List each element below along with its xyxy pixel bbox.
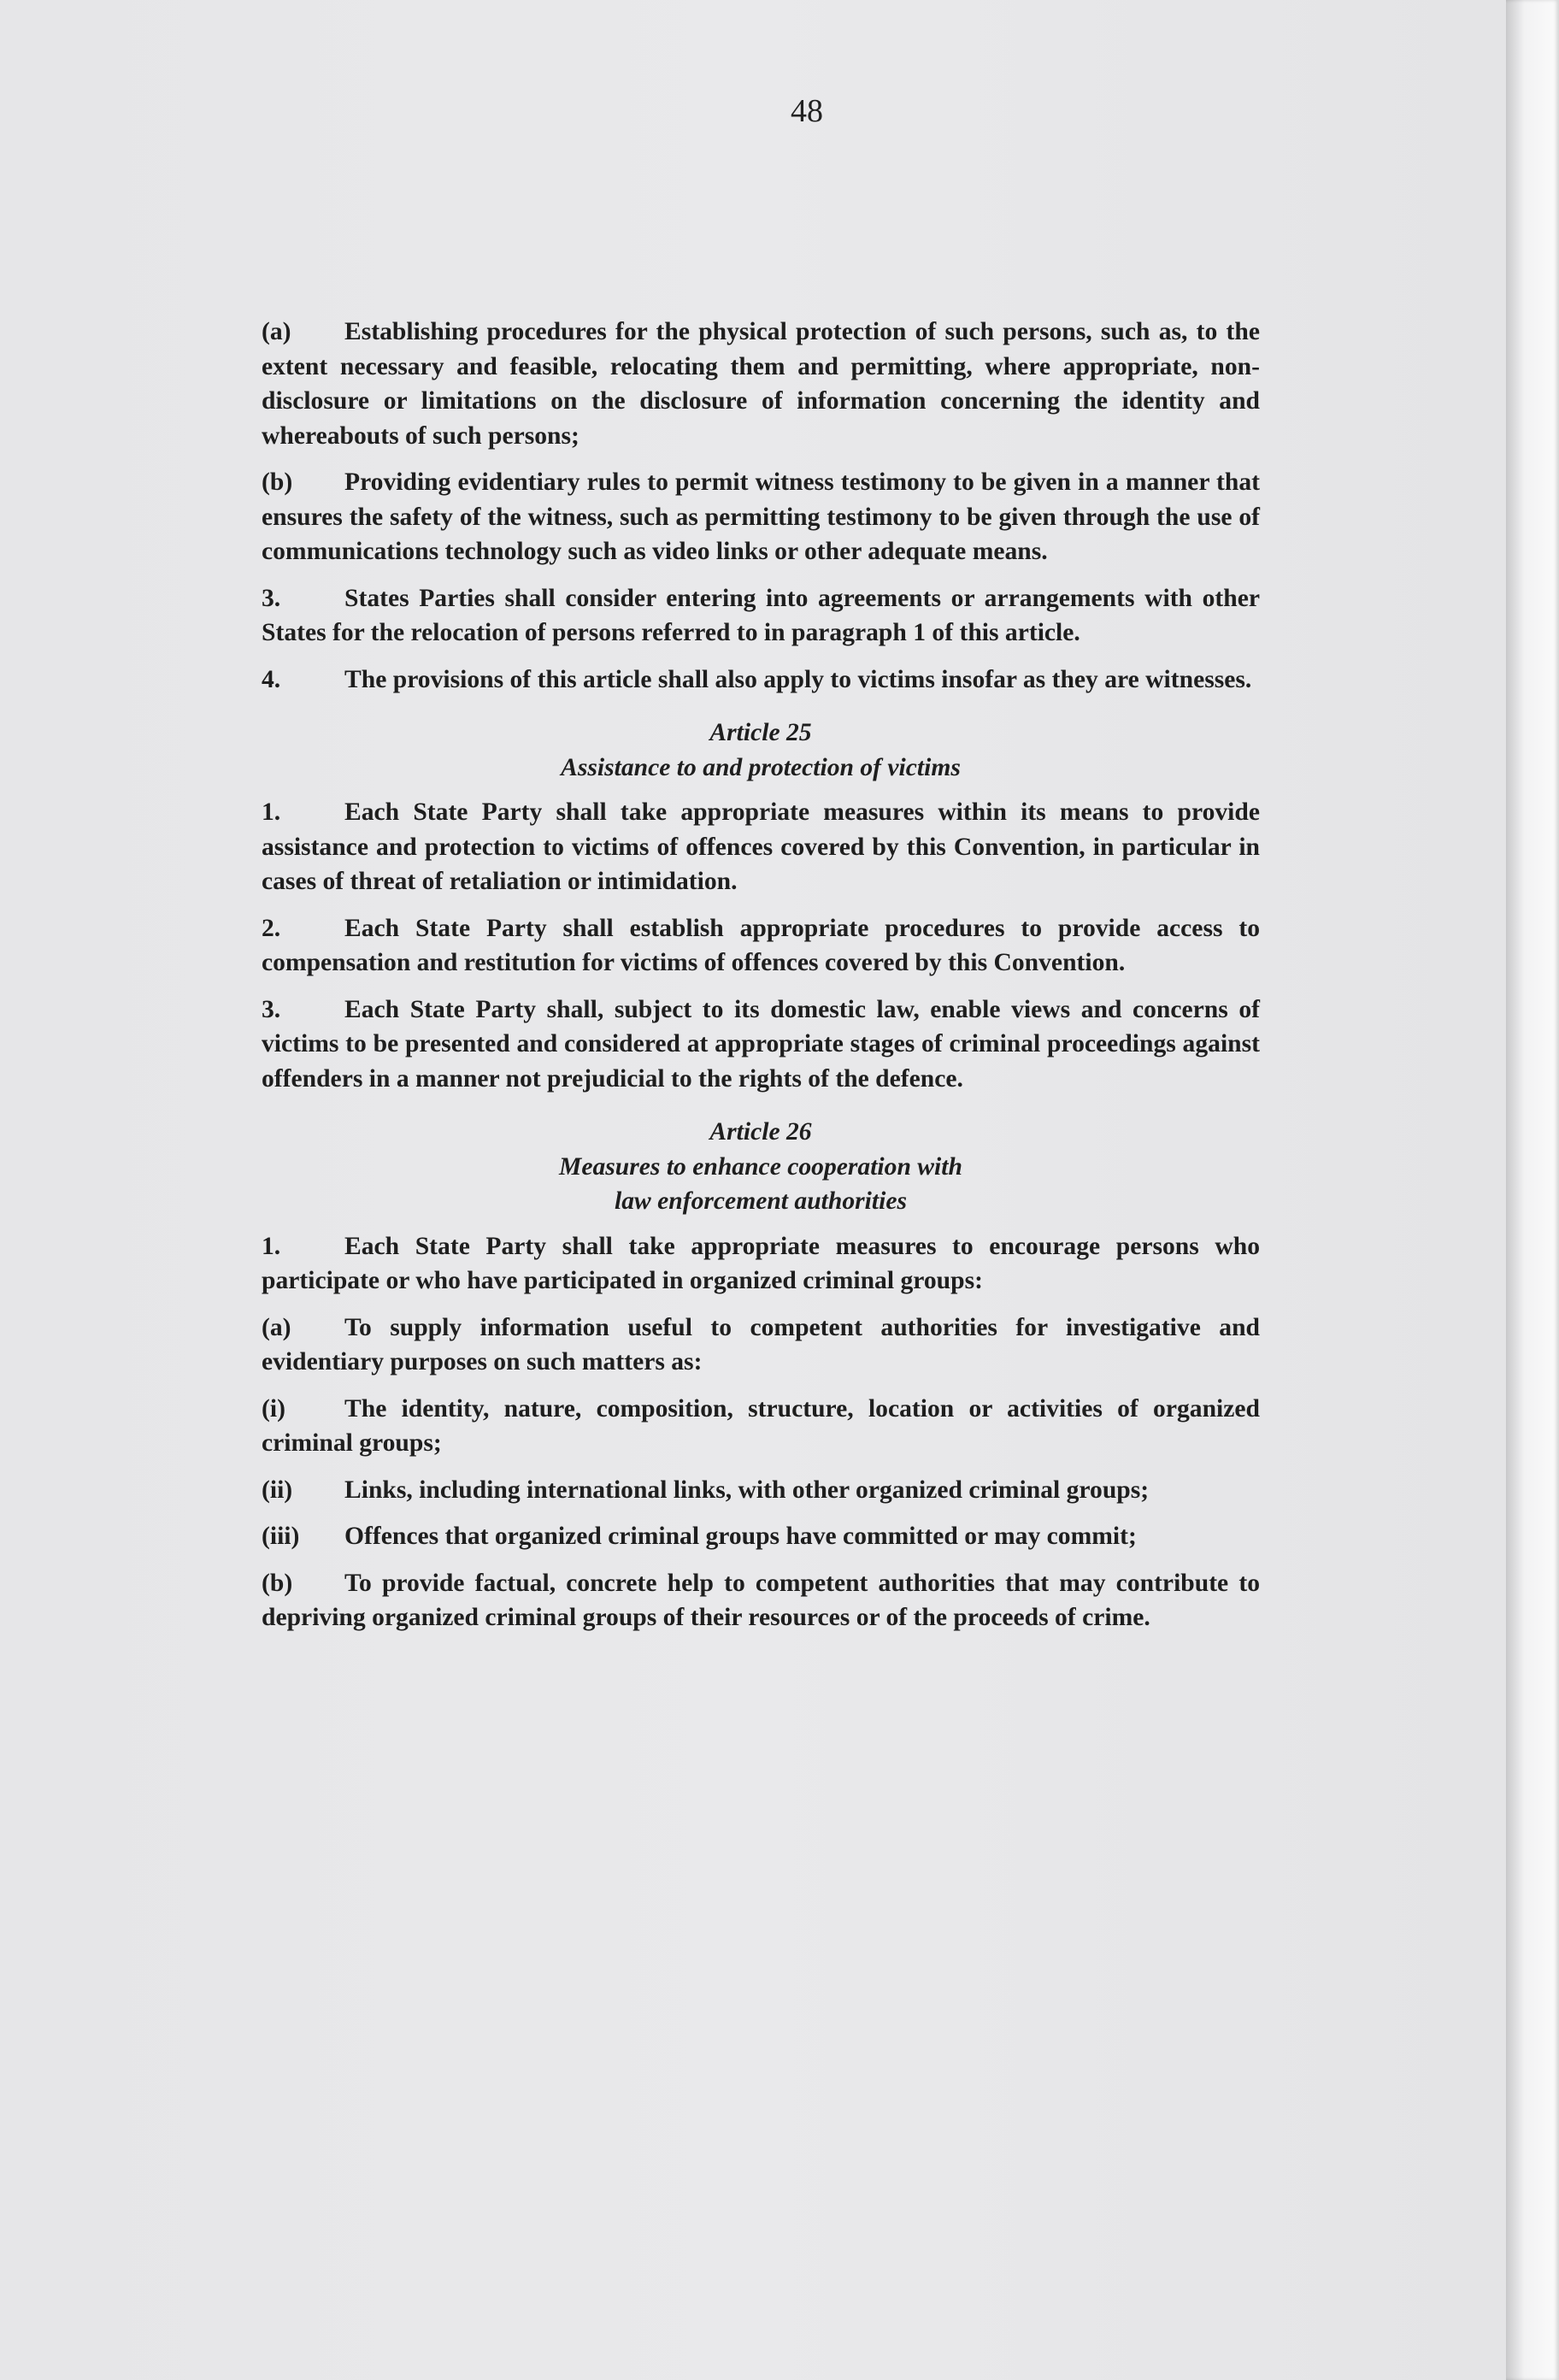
paragraph-label: 1. [262,798,281,826]
paragraph-label: (ii) [262,1476,293,1504]
article-26-paragraph-1a [262,1311,1260,1380]
paragraph-text: Offences that organized criminal groups have committed or may commit; [344,1523,1137,1550]
paragraph-label: 2. [262,914,281,942]
paragraph-text: Each State Party shall, subject to its domestic law, enable views and concerns of victims to be presented and considered at appropriate stages of criminal proceedings against offenders in a manner not prejudicial to the rights of the defence. [262,995,1260,1093]
paragraph-label: (iii) [262,1523,300,1550]
article-title-line-1: Measures to enhance cooperation with [559,1152,962,1181]
paragraph-text: Links, including international links, with other organized criminal groups; [344,1476,1150,1504]
paragraph-text: Establishing procedures for the physical protection of such persons, such as, to the extent necessary and feasible, relocating them and permitting, where appropriate, non-disclosure or limitations on the disclosure of information concerning the identity and whereabouts of such persons; [262,318,1260,450]
article-title-line-2: law enforcement authorities [615,1187,907,1215]
paragraph-label: 4. [262,665,281,693]
paragraph-a [262,315,1260,453]
paragraph-text: Each State Party shall take appropriate measures within its means to provide assistance and protection to victims of offences covered by this Convention, in particular in cases of threat of retaliation or intimidation. [262,798,1260,895]
paragraph-label: (a) [262,1313,291,1341]
paragraph-text: States Parties shall consider entering into agreements or arrangements with other States for the relocation of persons referred to in paragraph 1 of this article. [262,584,1260,646]
article-title: Assistance to and protection of victims [561,753,961,781]
article-number: Article 26 [709,1118,812,1146]
paragraph-text: Each State Party shall establish appropriate procedures to provide access to compensation and restitution for victims of offences covered by this Convention. [262,914,1260,976]
paragraph-b [262,465,1260,569]
paragraph-text: Providing evidentiary rules to permit witness testimony to be given in a manner that ensures the safety of the witness, such as permitting testimony to be given through the use of communications technology such as video links or other adequate means. [262,468,1260,565]
paragraph-text: The identity, nature, composition, structure, location or activities of organized criminal groups; [262,1394,1260,1457]
article-26-paragraph-1a-iii [262,1519,1260,1554]
article-26-paragraph-1a-ii [262,1473,1260,1508]
paragraph-text: To provide factual, concrete help to competent authorities that may contribute to depriving organized criminal groups of their resources or of the proceeds of crime. [262,1569,1260,1631]
paragraph-label: (a) [262,318,291,345]
article-25-paragraph-3 [262,993,1260,1097]
paragraph-4 [262,663,1260,698]
article-25-paragraph-2 [262,911,1260,981]
page-edge [1506,0,1559,2380]
paragraph-text: To supply information useful to competent authorities for investigative and evidentiary purposes on such matters as: [262,1313,1260,1376]
article-26-paragraph-1 [262,1229,1260,1299]
paragraph-label: 1. [262,1232,281,1260]
paragraph-label: (b) [262,1569,293,1597]
article-26-paragraph-1b [262,1566,1260,1635]
article-26-paragraph-1a-i [262,1392,1260,1461]
paragraph-label: (b) [262,468,293,496]
paragraph-text: Each State Party shall take appropriate measures to encourage persons who participate or who have participated in organized criminal groups: [262,1232,1260,1294]
paragraph-text: The provisions of this article shall also apply to victims insofar as they are witnesses. [344,665,1252,693]
paragraph-label: (i) [262,1394,285,1423]
document-body [262,315,1260,1647]
page-number: 48 [791,93,823,129]
article-26-heading [262,1115,1260,1219]
paragraph-label: 3. [262,584,281,612]
article-number: Article 25 [709,719,812,746]
article-25-heading [262,716,1260,785]
article-25-paragraph-1 [262,795,1260,899]
paragraph-3 [262,581,1260,651]
paragraph-label: 3. [262,995,281,1023]
